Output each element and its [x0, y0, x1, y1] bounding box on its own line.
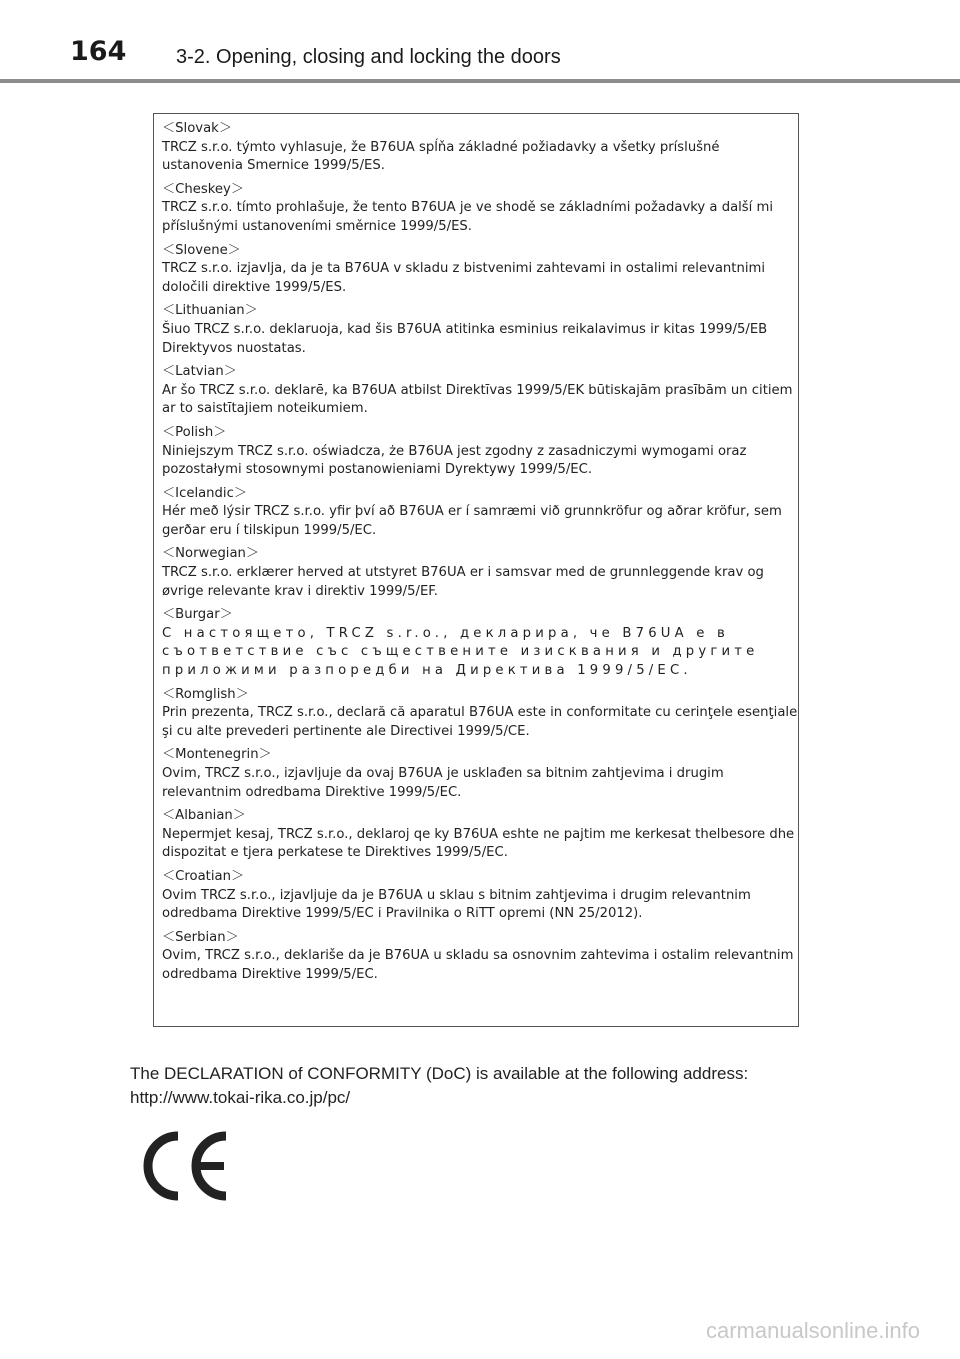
declaration-language: ＜Lithuanian＞: [162, 303, 258, 319]
declaration-block: [162, 746, 802, 802]
declaration-language: ＜Romglish＞: [162, 686, 249, 702]
declaration-language: ＜Montenegrin＞: [162, 747, 272, 763]
declaration-language: ＜Icelandic＞: [162, 485, 248, 501]
declaration-text: TRCZ s.r.o. erklærer herved at utstyret B76UA er i samsvar med de grunnleggende krav og øvrige relevante krav i direktiv 1999/5/EF.: [162, 565, 764, 599]
declaration-block: [162, 181, 802, 237]
declaration-language: ＜Albanian＞: [162, 808, 246, 824]
watermark: carmanualsonline.info: [705, 1318, 920, 1343]
page-number: 164: [70, 36, 127, 67]
declaration-text: Ar šo TRCZ s.r.o. deklarē, ka B76UA atbilst Direktīvas 1999/5/EK būtiskajām prasībām un citiem ar to saistītajiem noteikumiem.: [162, 382, 793, 417]
declaration-block: [162, 120, 802, 176]
declaration-text: Nepermjet kesaj, TRCZ s.r.o., deklaroj qe ky B76UA eshte ne pajtim me kerkesat thelbesore dhe dispozitat e tjera perkatese te Direktives 1999/5/EC.: [162, 826, 795, 861]
ce-mark-icon: [138, 1130, 232, 1202]
declaration-text: Ovim, TRCZ s.r.o., izjavljuje da ovaj B76UA je usklađen sa bitnim zahtjevima i drugim relevantnim odredbama Direktive 1999/5/EC.: [162, 766, 724, 800]
declaration-block: [162, 686, 802, 742]
declaration-text: TRCZ s.r.o. izjavlja, da je ta B76UA v skladu z bistvenimi zahtevami in ostalimi relevantnimi določili direktive 1999/5/ES.: [162, 261, 765, 295]
declaration-text: Ovim, TRCZ s.r.o., deklariše da je B76UA u skladu sa osnovnim zahtevima i ostalim relevantnim odredbama Direktive 1999/5/EC.: [162, 948, 794, 982]
declaration-language: ＜Serbian＞: [162, 929, 239, 945]
declaration-text: Niniejszym TRCZ s.r.o. oświadcza, że B76UA jest zgodny z zasadniczymi wymogami oraz pozostałymi stosownymi postanowieniami Dyrektywy 1999/5/EC.: [162, 443, 747, 478]
declaration-language: ＜Slovak＞: [162, 121, 233, 136]
declaration-language: ＜Cheskey＞: [162, 181, 245, 197]
declaration-block: [162, 868, 802, 924]
declaration-language: ＜Croatian＞: [162, 868, 245, 884]
declaration-block: [162, 545, 802, 601]
declaration-block: [162, 485, 802, 541]
declaration-text: Ovim TRCZ s.r.o., izjavljuje da je B76UA u sklau s bitnim zahtjevima i drugim relevantnim odredbama Direktive 1999/5/EC i Pravilnika o RiTT opremi (NN 25/2012).: [162, 887, 751, 922]
declaration-block: [162, 424, 802, 480]
page-header: [0, 0, 960, 84]
doc-url: http://www.tokai-rika.co.jp/pc/: [130, 1088, 351, 1107]
declaration-language: ＜Latvian＞: [162, 364, 237, 380]
declaration-block: [162, 929, 802, 985]
declaration-block: [162, 807, 802, 863]
declaration-text: Hér með lýsir TRCZ s.r.o. yfir því að B76UA er í samræmi við grunnkröfur og aðrar kröfur, sem gerðar eru í tilskipun 1999/5/EC.: [162, 504, 782, 538]
declaration-text: TRCZ s.r.o. tímto prohlašuje, že tento B76UA je ve shodě se základními požadavky a další mi příslušnými ustanoveními směrnice 1999/5/ES.: [162, 200, 774, 234]
declaration-language: ＜Polish＞: [162, 424, 227, 440]
declarations-list: [162, 120, 802, 990]
declaration-language: ＜Norwegian＞: [162, 546, 260, 562]
declaration-block: [162, 606, 802, 680]
declaration-language: ＜Burgar＞: [162, 607, 233, 623]
doc-availability-note: [130, 1062, 850, 1110]
declaration-block: [162, 363, 802, 419]
header-divider: [0, 79, 960, 83]
declaration-text: TRCZ s.r.o. týmto vyhlasuje, že B76UA spĺňa základné požiadavky a všetky príslušné ustanovenia Smernice 1999/5/ES.: [162, 139, 720, 174]
declaration-block: [162, 242, 802, 298]
declaration-block: [162, 302, 802, 358]
declaration-text: Šiuo TRCZ s.r.o. deklaruoja, kad šis B76UA atitinka esminius reikalavimus ir kitas 1999/5/EB Direktyvos nuostatas.: [162, 321, 768, 356]
declaration-text: С настоящето, TRCZ s.r.o., декларира, че B76UA е в съответствие със съществените изисквания и другите приложими разпоредби на Директива 1999/5/ЕС.: [162, 625, 759, 679]
declaration-text: Prin prezenta, TRCZ s.r.o., declară că aparatul B76UA este in conformitate cu cerinţele esenţiale şi cu alte prevederi pertinente ale Directivei 1999/5/CE.: [162, 705, 798, 739]
section-title: 3-2. Opening, closing and locking the doors: [176, 46, 561, 68]
doc-note-line: The DECLARATION of CONFORMITY (DoC) is available at the following address:: [130, 1064, 749, 1083]
declaration-language: ＜Slovene＞: [162, 242, 241, 258]
